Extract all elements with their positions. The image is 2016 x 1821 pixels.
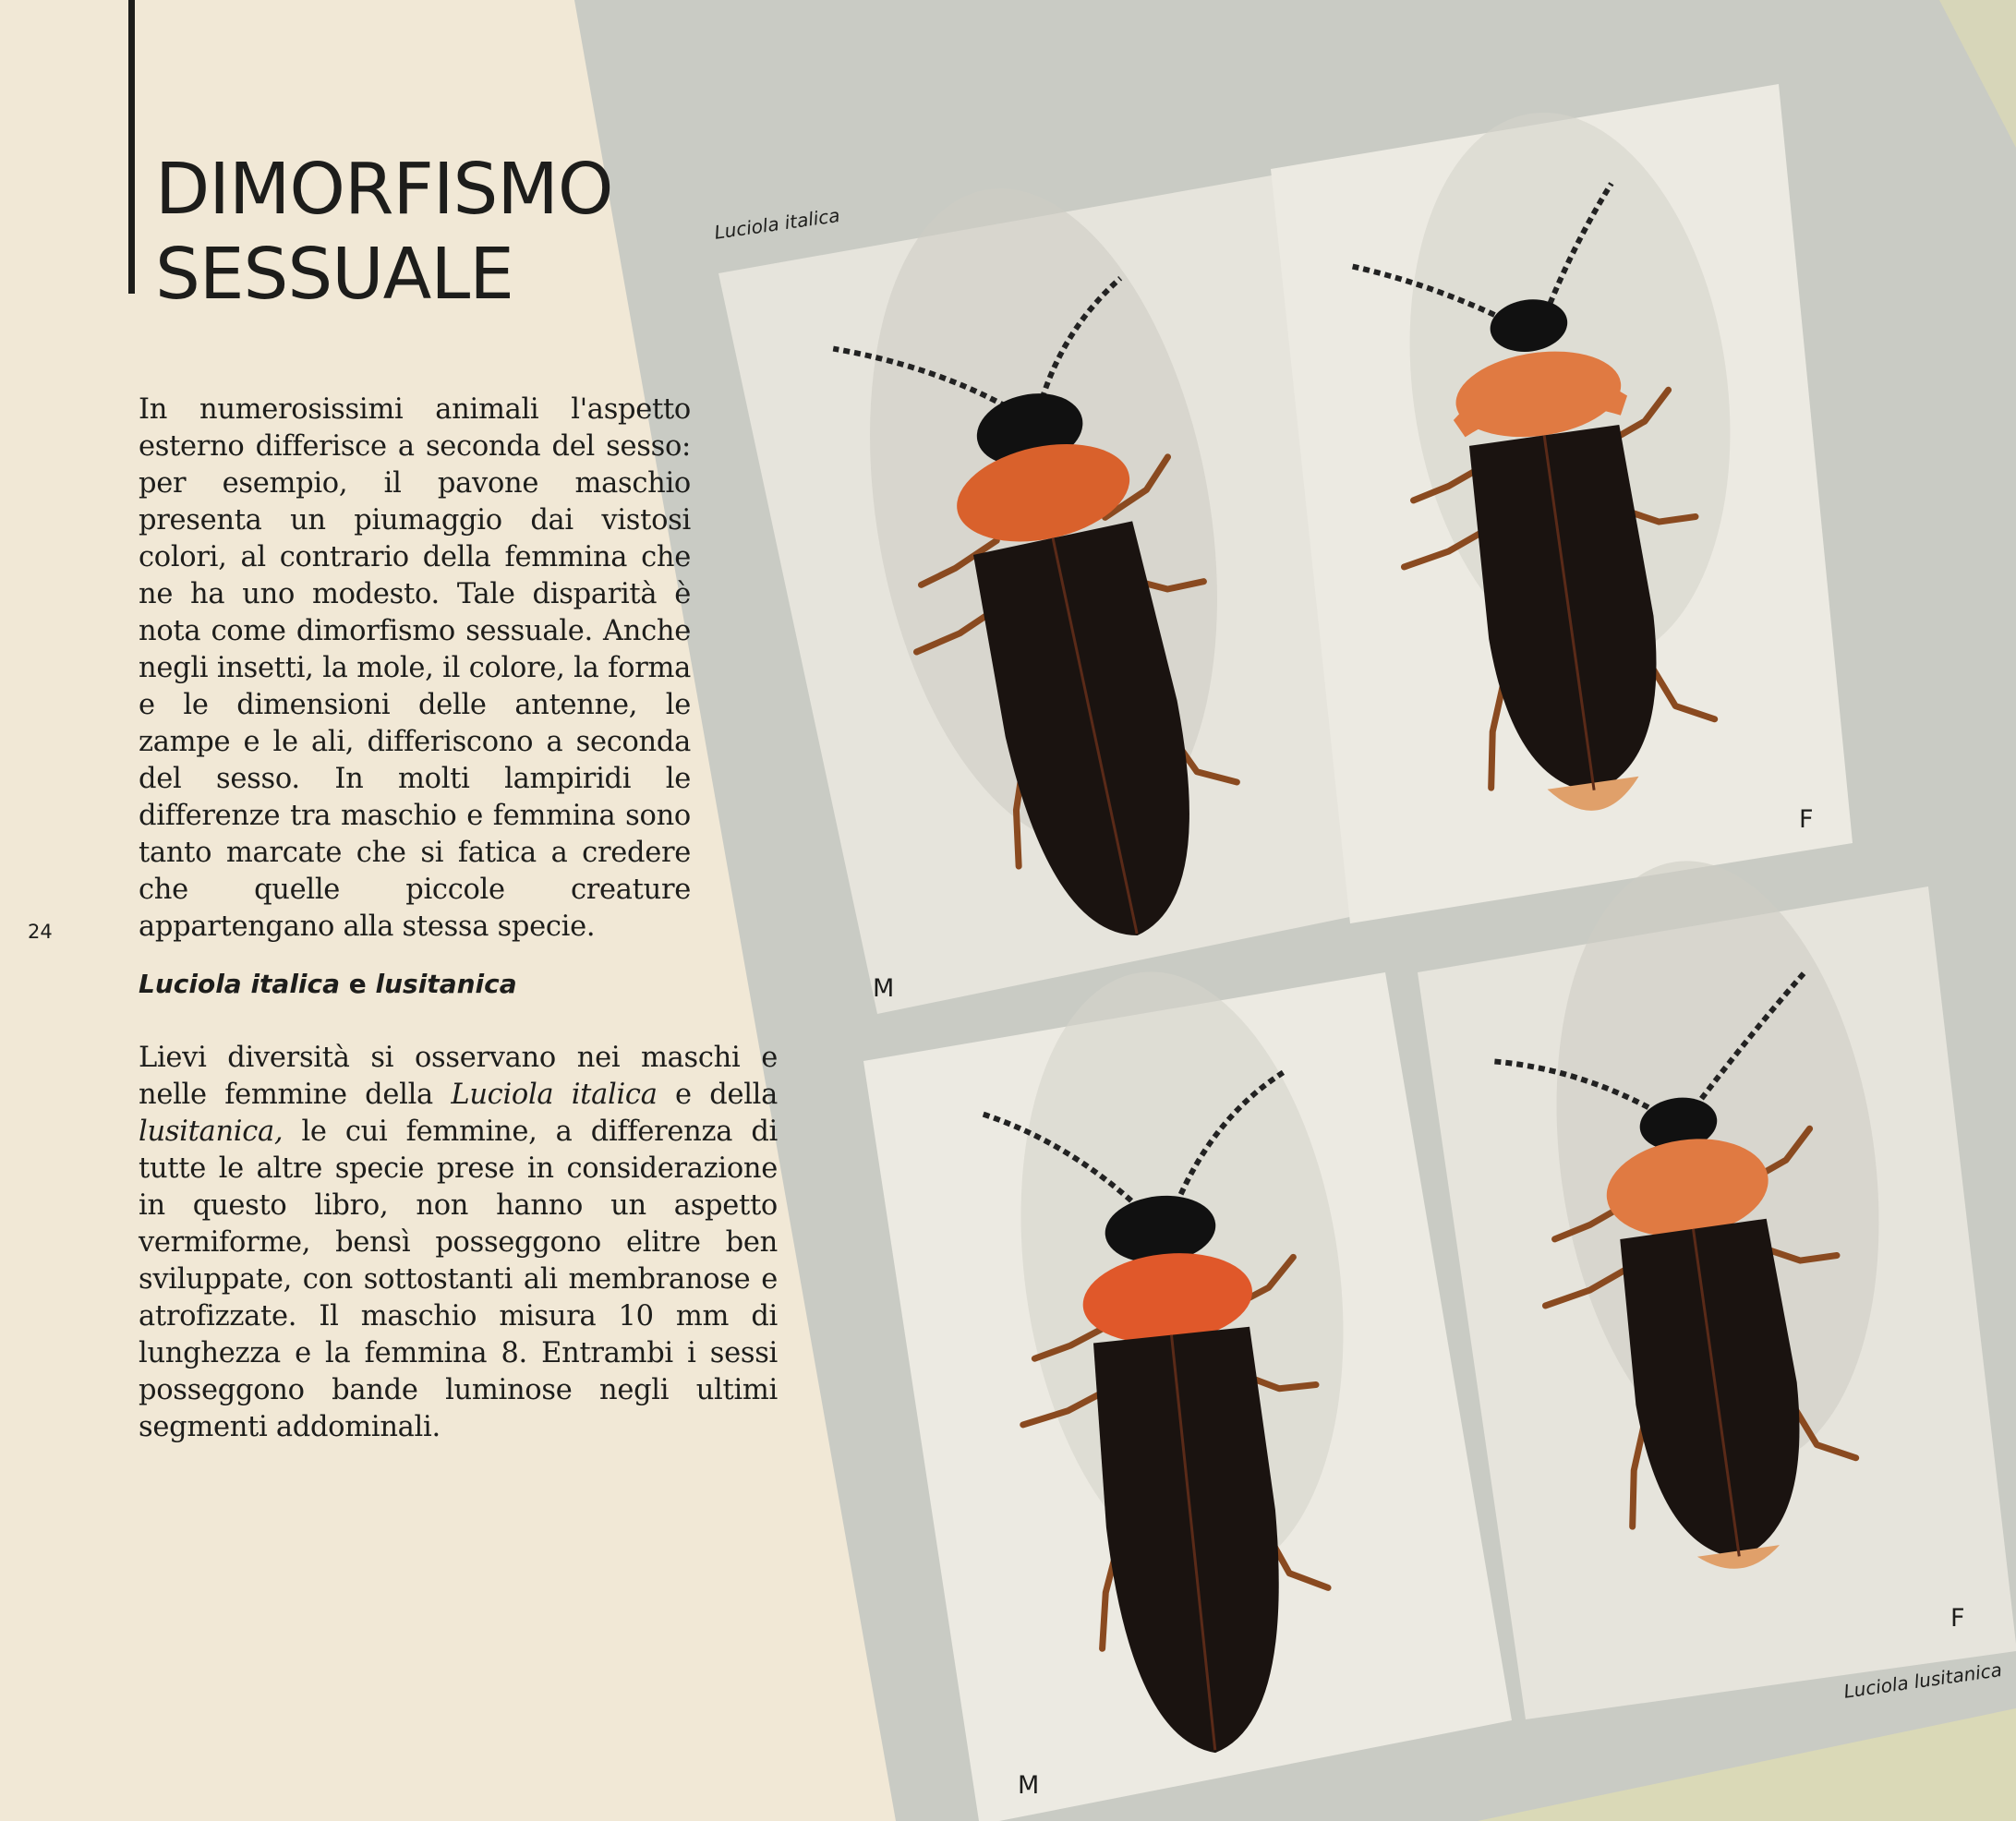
heading-species-2: lusitanica [375, 969, 517, 999]
caption-luciola-italica: Luciola italica [713, 203, 841, 244]
photo-lusitanica-female [1418, 840, 2016, 1719]
page-number: 24 [28, 921, 53, 943]
heading-species-1: Luciola italica [139, 969, 341, 999]
label-m-bottom: M [1018, 1771, 1040, 1800]
section-paragraph [139, 1040, 778, 1446]
label-m-top: M [873, 974, 895, 1003]
section-species-1: Luciola italica [451, 1079, 658, 1111]
section-species-2: lusitanica, [139, 1116, 284, 1148]
section-heading [139, 969, 517, 999]
page-title [155, 148, 612, 318]
label-f-bottom: F [1950, 1604, 1965, 1633]
title-line-1: DIMORFISMO [155, 149, 613, 231]
intro-paragraph: In numerosissimi animali l'aspetto esterno differisce a seconda del sesso: per esempio, il pavone maschio presenta un piumaggio dai vistosi colori, al contrario della femmina che ne ha uno modesto. Tale disparità è nota come dimorfismo sessuale. Anche negli insetti, la mole, il colore, la forma e le dimensioni delle antenne, le zampe e le ali, differiscono a seconda del sesso. In molti lampiridi le differenze tra maschio e femmina sono tanto marcate che si fatica a credere che quelle piccole creature appartengano alla stessa specie. [139, 393, 691, 943]
heading-conjunction: e [340, 969, 376, 999]
title-line-2: SESSUALE [155, 234, 513, 316]
caption-luciola-lusitanica: Luciola lusitanica [1842, 1658, 2004, 1703]
section-text-1: Lievi diversità si osservano nei maschi e nelle femmine della [139, 1042, 778, 1111]
section-text-3: le cui femmine, a differenza di tutte le altre specie prese in considerazione in questo libro, non hanno un aspetto vermiforme, bensì posseggono elitre ben sviluppate, con sottostanti ali membranose e atrofizzate. Il maschio misura 10 mm di lunghezza e la femmina 8. Entrambi i sessi posseggono bande luminose negli ultimi segmenti addominali. [139, 1116, 778, 1443]
section-text-2: e della [657, 1079, 778, 1111]
label-f-top: F [1799, 805, 1814, 834]
title-rule [128, 0, 135, 294]
photo-italica-female [1271, 84, 1853, 923]
